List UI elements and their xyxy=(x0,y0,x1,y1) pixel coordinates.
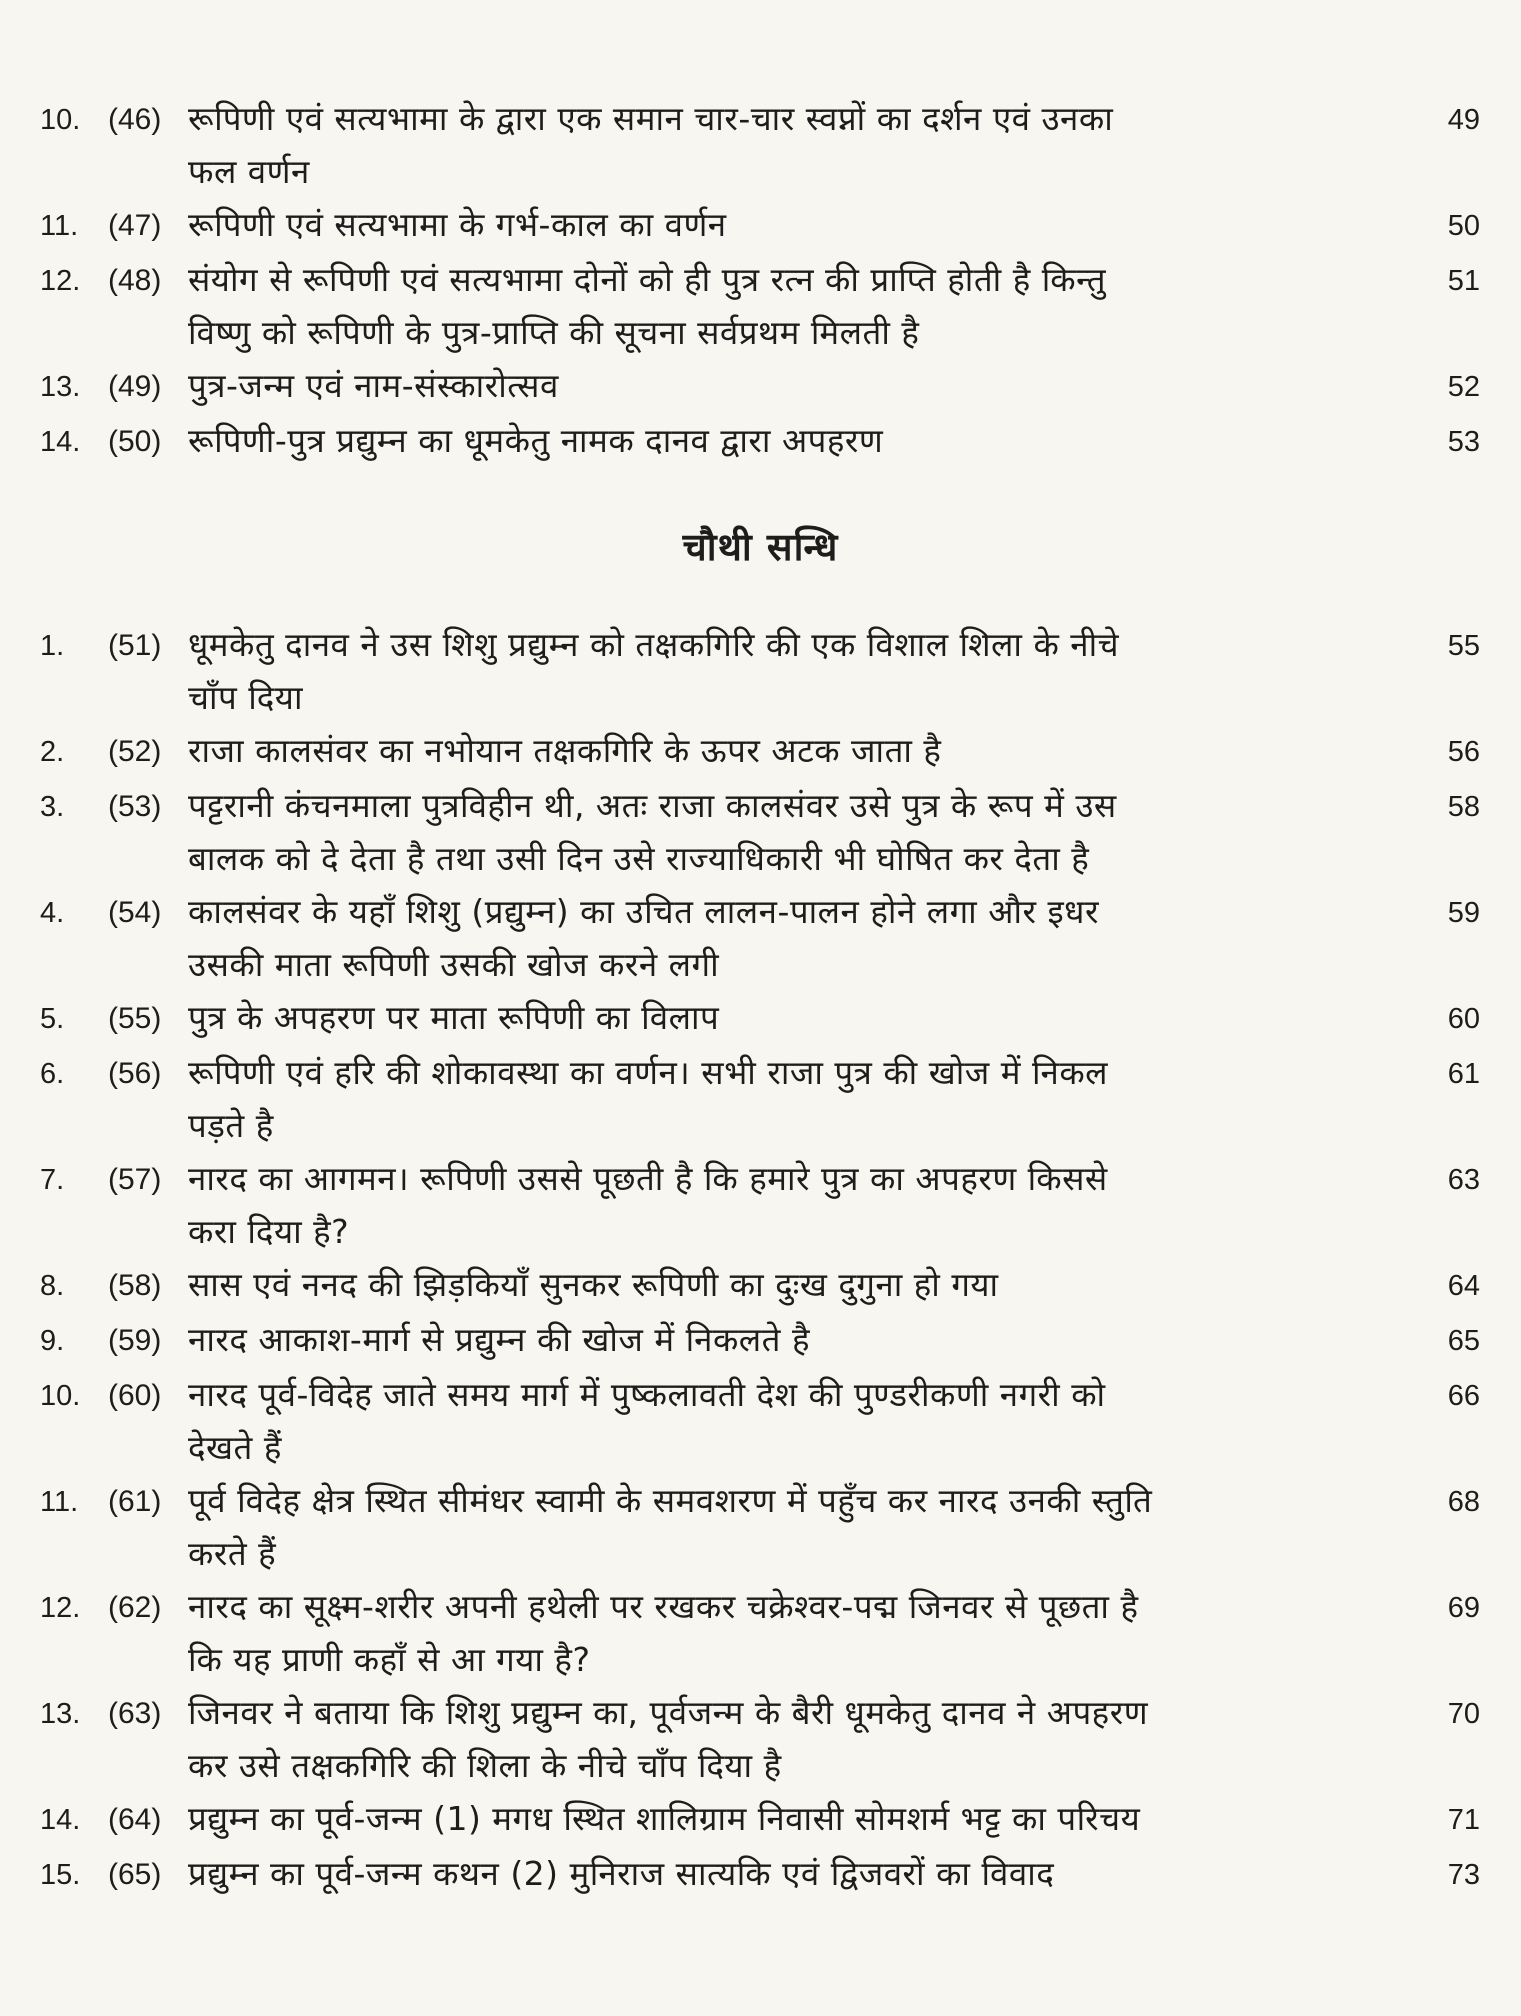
entry-page: 55 xyxy=(1447,630,1480,662)
entry-page: 52 xyxy=(1447,371,1480,403)
entry-kadavak: (52) xyxy=(108,735,162,768)
entry-number: 7. xyxy=(40,1164,65,1196)
entry-number: 4. xyxy=(40,897,65,929)
entry-number: 10. xyxy=(40,1380,81,1412)
entry-number: 14. xyxy=(40,426,81,458)
entry-page: 60 xyxy=(1447,1003,1480,1035)
entry-number: 10. xyxy=(40,104,81,136)
entry-title: रूपिणी एवं सत्यभामा के गर्भ-काल का वर्णन xyxy=(188,205,727,244)
entry-kadavak: (63) xyxy=(108,1697,162,1730)
entry-number: 11. xyxy=(40,1486,79,1518)
entry-kadavak: (54) xyxy=(108,896,162,929)
toc-entry xyxy=(40,1258,1480,1313)
entry-page: 63 xyxy=(1447,1164,1480,1196)
toc-entry xyxy=(40,885,1480,991)
entry-kadavak: (51) xyxy=(108,629,162,662)
toc-entry xyxy=(40,414,1480,469)
toc-entry xyxy=(40,1847,1480,1902)
entry-page: 51 xyxy=(1447,265,1480,297)
entry-number: 3. xyxy=(40,791,65,823)
entry-number: 6. xyxy=(40,1058,65,1090)
entry-title: प्रद्युम्न का पूर्व-जन्म (1) मगध स्थित शालिग्राम निवासी सोमशर्म भट्ट का परिचय xyxy=(188,1799,1141,1838)
entry-title: पूर्व विदेह क्षेत्र स्थित सीमंधर स्वामी के समवशरण में पहुँच कर नारद उनकी स्तुति करते हैं xyxy=(188,1481,1153,1573)
entry-number: 12. xyxy=(40,1592,81,1624)
entry-kadavak: (48) xyxy=(108,264,162,297)
entry-title: रूपिणी एवं सत्यभामा के द्वारा एक समान चार-चार स्वप्नों का दर्शन एवं उनका फल वर्णन xyxy=(188,99,1114,191)
entry-kadavak: (46) xyxy=(108,103,162,136)
toc-entry xyxy=(40,1046,1480,1152)
entry-title: नारद का सूक्ष्म-शरीर अपनी हथेली पर रखकर चक्रेश्वर-पद्म जिनवर से पूछता है कि यह प्राणी कहाँ से आ गया है? xyxy=(188,1587,1139,1679)
entry-number: 12. xyxy=(40,265,81,297)
entry-number: 13. xyxy=(40,371,81,403)
entry-number: 11. xyxy=(40,210,79,242)
entry-number: 14. xyxy=(40,1804,81,1836)
entry-kadavak: (62) xyxy=(108,1591,162,1624)
entry-title: राजा कालसंवर का नभोयान तक्षकगिरि के ऊपर अटक जाता है xyxy=(188,731,942,770)
entry-number: 8. xyxy=(40,1270,65,1302)
entry-page: 49 xyxy=(1447,104,1480,136)
toc-entry xyxy=(40,1792,1480,1847)
toc-entry xyxy=(40,1368,1480,1474)
entry-title: प्रद्युम्न का पूर्व-जन्म कथन (2) मुनिराज सात्यकि एवं द्विजवरों का विवाद xyxy=(188,1854,1055,1893)
entry-title: जिनवर ने बताया कि शिशु प्रद्युम्न का, पूर्वजन्म के बैरी धूमकेतु दानव ने अपहरण कर उसे तक्षकगिरि की शिला के नीचे चाँप दिया है xyxy=(188,1693,1149,1785)
entry-title: नारद का आगमन। रूपिणी उससे पूछती है कि हमारे पुत्र का अपहरण किससे करा दिया है? xyxy=(188,1159,1108,1251)
entry-title: कालसंवर के यहाँ शिशु (प्रद्युम्न) का उचित लालन-पालन होने लगा और इधर उसकी माता रूपिणी उसकी खोज करने लगी xyxy=(188,892,1099,984)
entry-page: 61 xyxy=(1447,1058,1480,1090)
entry-title: धूमकेतु दानव ने उस शिशु प्रद्युम्न को तक्षकगिरि की एक विशाल शिला के नीचे चाँप दिया xyxy=(188,625,1120,717)
entry-title: पुत्र के अपहरण पर माता रूपिणी का विलाप xyxy=(188,998,720,1037)
entry-kadavak: (60) xyxy=(108,1379,162,1412)
toc-entry xyxy=(40,779,1480,885)
entry-kadavak: (61) xyxy=(108,1485,162,1518)
entry-page: 71 xyxy=(1447,1804,1480,1836)
entry-title: सास एवं ननद की झिड़कियाँ सुनकर रूपिणी का दुःख दुगुना हो गया xyxy=(188,1265,999,1304)
entry-kadavak: (58) xyxy=(108,1269,162,1302)
toc-entry xyxy=(40,724,1480,779)
entry-page: 56 xyxy=(1447,736,1480,768)
entry-kadavak: (53) xyxy=(108,790,162,823)
entry-page: 59 xyxy=(1447,897,1480,929)
entry-page: 64 xyxy=(1447,1270,1480,1302)
entry-page: 53 xyxy=(1447,426,1480,458)
entry-title: रूपिणी एवं हरि की शोकावस्था का वर्णन। सभी राजा पुत्र की खोज में निकल पड़ते है xyxy=(188,1053,1109,1145)
entry-title: नारद पूर्व-विदेह जाते समय मार्ग में पुष्कलावती देश की पुण्डरीकणी नगरी को देखते हैं xyxy=(188,1375,1106,1467)
entry-title: पट्टरानी कंचनमाला पुत्रविहीन थी, अतः राजा कालसंवर उसे पुत्र के रूप में उस बालक को दे देता है तथा उसी दिन उसे राज्याधिकारी भी घोषित कर देता है xyxy=(188,786,1117,878)
toc-block-fourth-sandhi xyxy=(40,618,1480,1902)
entry-kadavak: (49) xyxy=(108,370,162,403)
toc-entry xyxy=(40,1686,1480,1792)
entry-title: संयोग से रूपिणी एवं सत्यभामा दोनों को ही पुत्र रत्न की प्राप्ति होती है किन्तु विष्णु को रूपिणी के पुत्र-प्राप्ति की सूचना सर्वप्रथम मिलती है xyxy=(188,260,1107,352)
toc-entry xyxy=(40,1580,1480,1686)
entry-kadavak: (65) xyxy=(108,1858,162,1891)
entry-page: 58 xyxy=(1447,791,1480,823)
entry-page: 50 xyxy=(1447,210,1480,242)
entry-kadavak: (56) xyxy=(108,1057,162,1090)
entry-page: 69 xyxy=(1447,1592,1480,1624)
entry-kadavak: (64) xyxy=(108,1803,162,1836)
entry-number: 13. xyxy=(40,1698,81,1730)
entry-title: नारद आकाश-मार्ग से प्रद्युम्न की खोज में निकलते है xyxy=(188,1320,811,1359)
entry-title: रूपिणी-पुत्र प्रद्युम्न का धूमकेतु नामक दानव द्वारा अपहरण xyxy=(188,421,884,460)
toc-entry xyxy=(40,1313,1480,1368)
toc-entry xyxy=(40,991,1480,1046)
entry-number: 15. xyxy=(40,1859,81,1891)
entry-kadavak: (50) xyxy=(108,425,162,458)
entry-page: 66 xyxy=(1447,1380,1480,1412)
section-heading: चौथी सन्धि xyxy=(682,525,839,569)
entry-kadavak: (55) xyxy=(108,1002,162,1035)
toc-entry xyxy=(40,253,1480,359)
entry-page: 73 xyxy=(1447,1859,1480,1891)
entry-kadavak: (47) xyxy=(108,209,162,242)
toc-block-continued xyxy=(40,92,1480,469)
entry-number: 5. xyxy=(40,1003,65,1035)
toc-entry xyxy=(40,198,1480,253)
entry-kadavak: (57) xyxy=(108,1163,162,1196)
toc-entry xyxy=(40,359,1480,414)
entry-number: 1. xyxy=(40,630,65,662)
entry-page: 68 xyxy=(1447,1486,1480,1518)
entry-kadavak: (59) xyxy=(108,1324,162,1357)
toc-entry xyxy=(40,618,1480,724)
toc-entry xyxy=(40,1152,1480,1258)
entry-number: 9. xyxy=(40,1325,65,1357)
entry-number: 2. xyxy=(40,736,65,768)
toc-entry xyxy=(40,1474,1480,1580)
entry-page: 65 xyxy=(1447,1325,1480,1357)
toc-entry xyxy=(40,92,1480,198)
entry-title: पुत्र-जन्म एवं नाम-संस्कारोत्सव xyxy=(188,366,559,405)
entry-page: 70 xyxy=(1447,1698,1480,1730)
